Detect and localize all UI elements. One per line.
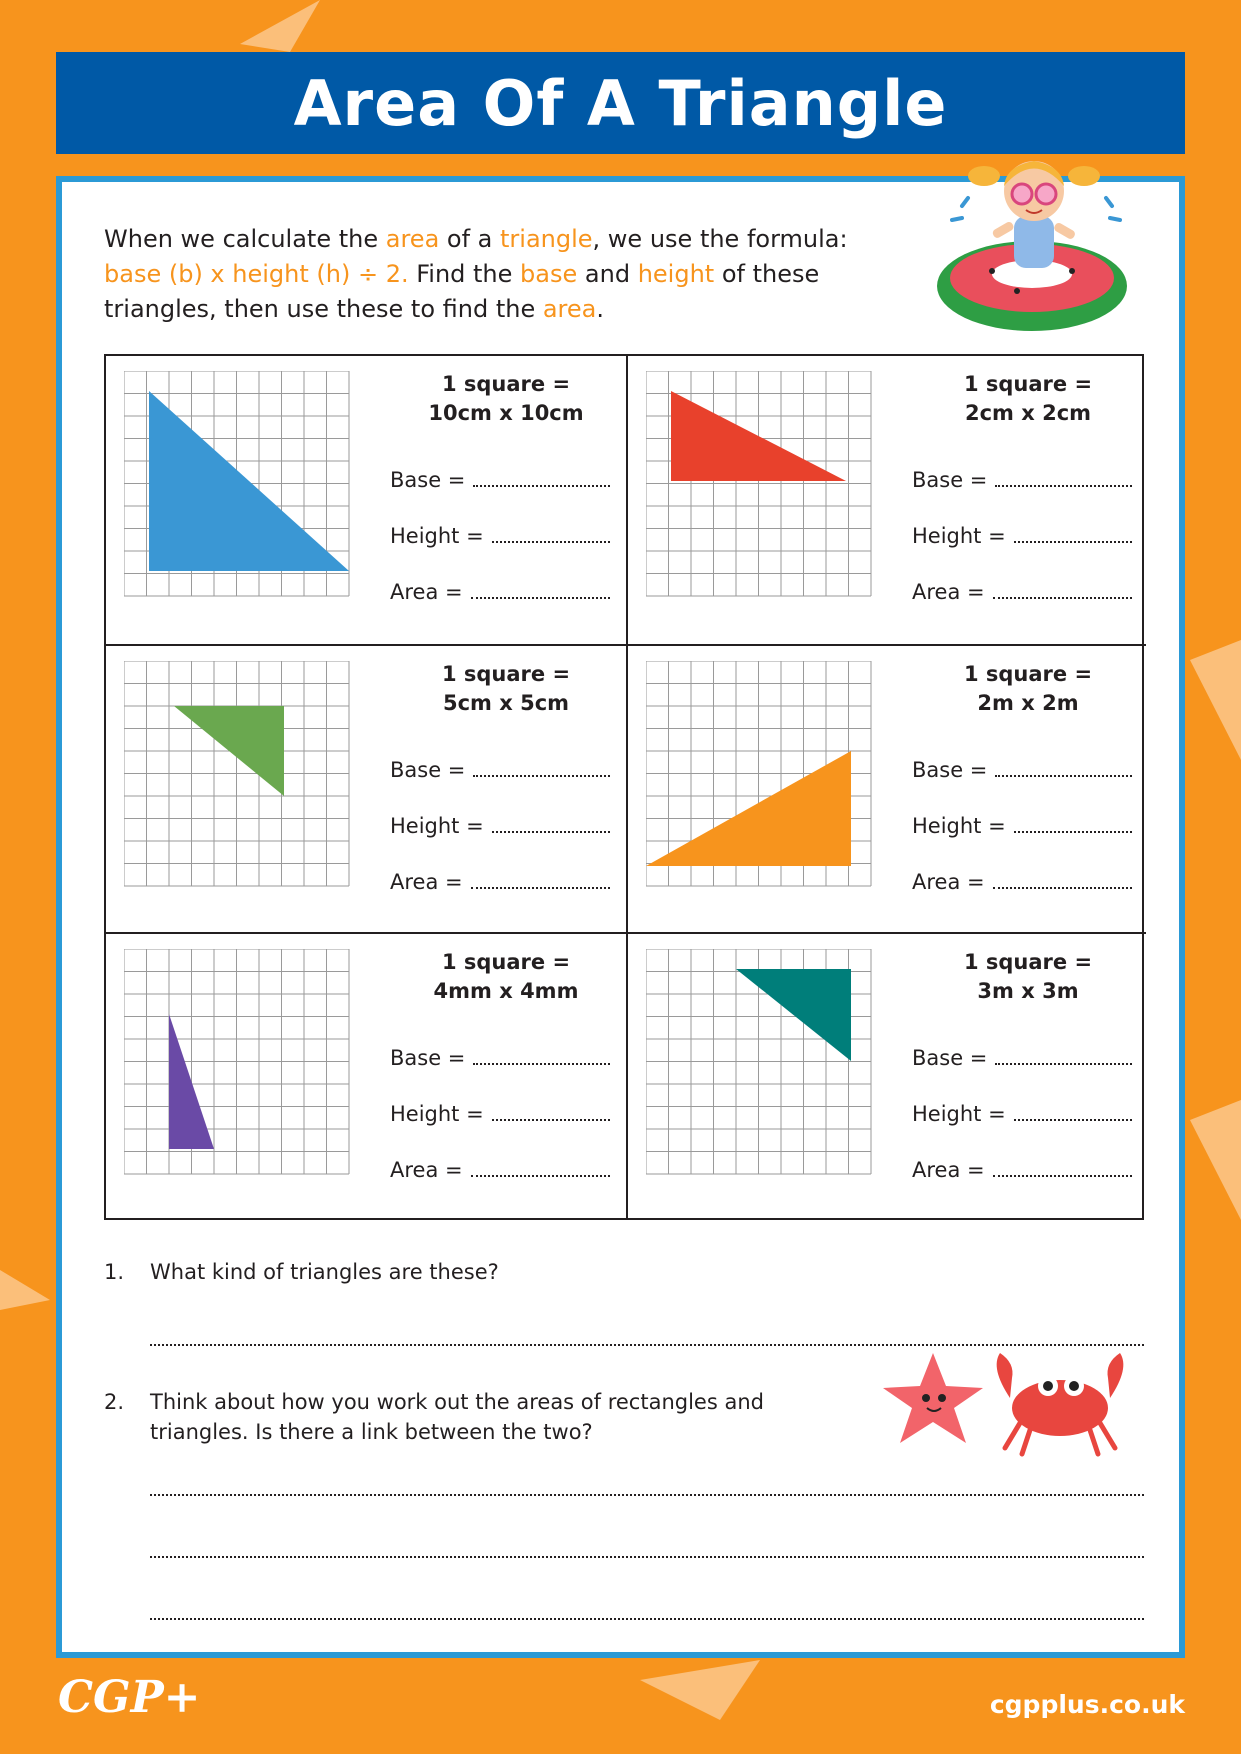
triangle-cell (626, 932, 1146, 1220)
height-label: Height = (390, 1102, 484, 1126)
intro-part: Find the (408, 260, 521, 288)
area-label: Area = (912, 580, 985, 604)
triangle-cell (106, 932, 626, 1220)
base-field[interactable] (390, 468, 610, 492)
square-grid (646, 661, 872, 887)
height-label: Height = (390, 814, 484, 838)
base-answer[interactable] (473, 759, 610, 777)
area-field[interactable] (390, 1158, 610, 1182)
area-answer[interactable] (993, 871, 1132, 889)
triangle-shape (646, 751, 851, 866)
scale-line-1: 1 square = (441, 662, 571, 686)
square-grid (124, 371, 350, 597)
answer-line[interactable] (150, 1494, 1144, 1496)
triangle-shape (736, 969, 851, 1061)
height-answer[interactable] (492, 525, 610, 543)
base-field[interactable] (390, 758, 610, 782)
base-label: Base = (912, 1046, 988, 1070)
scale-line-2: 2m x 2m (977, 691, 1079, 715)
triangle-cell (626, 644, 1146, 932)
intro-part: of these triangles, then use these to find the (104, 260, 820, 323)
intro-part: , we use the formula: (592, 225, 848, 253)
base-label: Base = (390, 468, 466, 492)
scale-line-1: 1 square = (963, 950, 1093, 974)
keyword-area: area (385, 225, 440, 253)
scale-label (928, 948, 1128, 1006)
scale-line-2: 10cm x 10cm (428, 401, 584, 425)
scale-label (406, 660, 606, 718)
height-answer[interactable] (1014, 1103, 1132, 1121)
area-label: Area = (390, 870, 463, 894)
triangle-cell (106, 644, 626, 932)
girl-float-illustration (922, 146, 1162, 346)
scale-line-1: 1 square = (963, 662, 1093, 686)
height-answer[interactable] (1014, 525, 1132, 543)
keyword-height: height (637, 260, 715, 288)
square-grid (124, 661, 350, 887)
area-label: Area = (390, 580, 463, 604)
question-number: 2. (104, 1390, 125, 1414)
intro-part: and (577, 260, 638, 288)
intro-part: . (596, 295, 605, 323)
page-title: Area Of A Triangle (293, 66, 948, 140)
area-field[interactable] (912, 1158, 1132, 1182)
base-answer[interactable] (473, 1047, 610, 1065)
height-field[interactable] (390, 814, 610, 838)
base-label: Base = (390, 1046, 466, 1070)
height-label: Height = (912, 814, 1006, 838)
area-field[interactable] (912, 580, 1132, 604)
area-field[interactable] (390, 870, 610, 894)
height-label: Height = (912, 1102, 1006, 1126)
triangle-grid-table (104, 354, 1144, 1220)
height-field[interactable] (390, 524, 610, 548)
height-field[interactable] (912, 1102, 1132, 1126)
scale-label (406, 370, 606, 428)
intro-text (104, 222, 864, 327)
base-answer[interactable] (473, 469, 610, 487)
triangle-shape (149, 391, 349, 571)
formula: base (b) x height (h) ÷ 2. (104, 260, 409, 288)
square-grid (124, 949, 350, 1175)
scale-line-2: 2cm x 2cm (964, 401, 1092, 425)
area-label: Area = (912, 870, 985, 894)
base-field[interactable] (390, 1046, 610, 1070)
triangle-cell (106, 356, 626, 644)
height-answer[interactable] (492, 1103, 610, 1121)
question-text: Think about how you work out the areas of rectangles and triangles. Is there a link between the two? (150, 1390, 764, 1444)
height-field[interactable] (912, 524, 1132, 548)
area-answer[interactable] (471, 1159, 610, 1177)
triangle-cell (626, 356, 1146, 644)
scale-line-1: 1 square = (441, 950, 571, 974)
footer-url[interactable]: cgpplus.co.uk (989, 1690, 1185, 1719)
intro-part: of a (439, 225, 501, 253)
base-answer[interactable] (995, 1047, 1132, 1065)
keyword-base: base (520, 260, 578, 288)
scale-label (928, 660, 1128, 718)
starfish-crab-illustration (880, 1348, 1160, 1458)
height-label: Height = (912, 524, 1006, 548)
square-grid (646, 949, 872, 1175)
keyword-triangle: triangle (500, 225, 593, 253)
area-answer[interactable] (993, 581, 1132, 599)
base-field[interactable] (912, 1046, 1132, 1070)
scale-line-1: 1 square = (963, 372, 1093, 396)
height-answer[interactable] (492, 815, 610, 833)
height-answer[interactable] (1014, 815, 1132, 833)
base-field[interactable] (912, 758, 1132, 782)
scale-label (928, 370, 1128, 428)
answer-line[interactable] (150, 1344, 1144, 1346)
scale-label (406, 948, 606, 1006)
height-label: Height = (390, 524, 484, 548)
intro-part: When we calculate the (104, 225, 386, 253)
base-label: Base = (912, 758, 988, 782)
scale-line-2: 3m x 3m (977, 979, 1079, 1003)
answer-line[interactable] (150, 1556, 1144, 1558)
square-grid (646, 371, 872, 597)
area-answer[interactable] (993, 1159, 1132, 1177)
base-answer[interactable] (995, 759, 1132, 777)
scale-line-2: 5cm x 5cm (442, 691, 570, 715)
area-answer[interactable] (471, 581, 610, 599)
height-field[interactable] (390, 1102, 610, 1126)
area-field[interactable] (390, 580, 610, 604)
height-field[interactable] (912, 814, 1132, 838)
question-text: What kind of triangles are these? (150, 1260, 499, 1284)
question-number: 1. (104, 1260, 125, 1284)
title-banner (56, 52, 1185, 154)
answer-line[interactable] (150, 1618, 1144, 1620)
area-answer[interactable] (471, 871, 610, 889)
area-label: Area = (912, 1158, 985, 1182)
area-label: Area = (390, 1158, 463, 1182)
base-field[interactable] (912, 468, 1132, 492)
scale-line-2: 4mm x 4mm (433, 979, 579, 1003)
area-field[interactable] (912, 870, 1132, 894)
keyword-area-2: area (542, 295, 597, 323)
base-label: Base = (912, 468, 988, 492)
base-label: Base = (390, 758, 466, 782)
cgp-logo[interactable]: CGP+ (58, 1672, 201, 1723)
scale-line-1: 1 square = (441, 372, 571, 396)
base-answer[interactable] (995, 469, 1132, 487)
